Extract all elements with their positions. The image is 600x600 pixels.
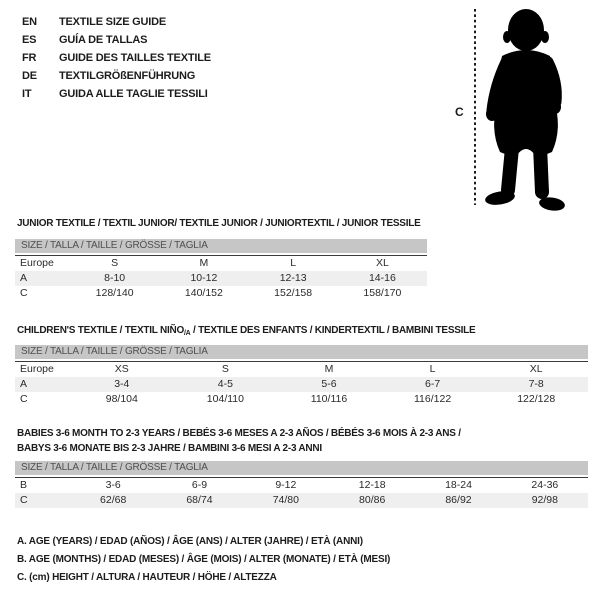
height-cell: 62/68 xyxy=(100,494,127,506)
months-cell: 3-6 xyxy=(105,479,121,491)
size-cell: XL xyxy=(529,363,543,375)
language-row-fr xyxy=(22,49,211,67)
age-cell: 10-12 xyxy=(190,272,218,284)
table-row-europe xyxy=(15,362,588,377)
language-row-en xyxy=(22,13,211,31)
note-height-cm: C. (cm) HEIGHT / ALTURA / HAUTEUR / HÖHE / ALTEZZA xyxy=(17,572,277,583)
table-row-height xyxy=(15,493,588,508)
language-code: FR xyxy=(22,52,37,64)
table-row-europe xyxy=(15,256,427,271)
language-label: TEXTILGRÖßENFÜHRUNG xyxy=(59,70,196,82)
height-cell: 74/80 xyxy=(272,494,299,506)
height-cell: 92/98 xyxy=(531,494,558,506)
note-age-years: A. AGE (YEARS) / EDAD (AÑOS) / ÂGE (ANS) / ALTER (JAHRE) / ETÀ (ANNI) xyxy=(17,536,363,547)
toddler-silhouette-icon xyxy=(452,4,574,214)
row-label: C xyxy=(20,494,28,506)
age-cell: 6-7 xyxy=(425,378,441,390)
months-cell: 24-36 xyxy=(531,479,559,491)
junior-table xyxy=(15,239,427,301)
table-row-months xyxy=(15,478,588,493)
row-label: C xyxy=(20,393,28,405)
row-label: C xyxy=(20,287,28,299)
height-cell: 152/158 xyxy=(274,287,313,299)
height-cell: 122/128 xyxy=(517,393,556,405)
height-cell: 86/92 xyxy=(445,494,472,506)
height-label-c: C xyxy=(455,105,464,119)
language-label: GUIDE DES TAILLES TEXTILE xyxy=(59,52,211,64)
children-table-title xyxy=(17,323,475,339)
months-cell: 18-24 xyxy=(445,479,472,491)
size-header: SIZE / TALLA / TAILLE / GRÖSSE / TAGLIA xyxy=(15,239,427,253)
table-row-height xyxy=(15,286,427,301)
height-cell: 140/152 xyxy=(184,287,223,299)
row-label: A xyxy=(20,272,28,284)
size-cell: S xyxy=(221,363,229,375)
language-label: GUÍA DE TALLAS xyxy=(59,34,148,46)
language-code: EN xyxy=(22,16,37,28)
age-cell: 5-6 xyxy=(321,378,337,390)
months-cell: 9-12 xyxy=(275,479,297,491)
months-cell: 6-9 xyxy=(191,479,208,491)
row-label: A xyxy=(20,378,28,390)
babies-table-title-line1: BABIES 3-6 MONTH TO 2-3 YEARS / BEBÉS 3-6 MESES A 2-3 AÑOS / BÉBÉS 3-6 MOIS À 2-3 ANS / xyxy=(17,428,461,439)
size-cell: S xyxy=(111,257,119,269)
table-row-age xyxy=(15,271,427,286)
height-cell: 128/140 xyxy=(95,287,134,299)
row-label: B xyxy=(20,479,28,491)
age-cell: 14-16 xyxy=(368,272,396,284)
size-cell: L xyxy=(290,257,297,269)
size-cell: XS xyxy=(114,363,129,375)
height-cell: 158/170 xyxy=(363,287,402,299)
babies-table xyxy=(15,461,588,508)
toddler-body xyxy=(484,9,566,212)
note-age-months: B. AGE (MONTHS) / EDAD (MESES) / ÂGE (MOIS) / ALTER (MONATE) / ETÀ (MESI) xyxy=(17,554,391,565)
language-code: DE xyxy=(22,70,37,82)
row-label: Europe xyxy=(20,363,54,375)
title-text: CHILDREN'S TEXTILE / TEXTIL NIÑO xyxy=(17,325,184,336)
table-row-height xyxy=(15,392,588,407)
junior-table-rows xyxy=(15,255,427,301)
title-text: / TEXTILE DES ENFANTS / KINDERTEXTIL / BAMBINI TESSILE xyxy=(190,325,476,336)
age-cell: 8-10 xyxy=(104,272,126,284)
age-cell: 7-8 xyxy=(528,378,544,390)
height-cell: 80/86 xyxy=(359,494,386,506)
row-label: Europe xyxy=(20,257,54,269)
language-row-es xyxy=(22,31,211,49)
table-row-age xyxy=(15,377,588,392)
size-header: SIZE / TALLA / TAILLE / GRÖSSE / TAGLIA xyxy=(15,461,588,475)
size-header: SIZE / TALLA / TAILLE / GRÖSSE / TAGLIA xyxy=(15,345,588,359)
language-label: GUIDA ALLE TAGLIE TESSILI xyxy=(59,88,208,100)
size-cell: M xyxy=(199,257,209,269)
height-cell: 116/122 xyxy=(414,393,452,405)
age-cell: 3-4 xyxy=(114,378,130,390)
age-cell: 12-13 xyxy=(279,272,307,284)
language-row-de xyxy=(22,67,211,85)
height-cell: 98/104 xyxy=(105,393,138,405)
legend-notes xyxy=(17,533,390,587)
language-code: ES xyxy=(22,34,37,46)
height-cell: 68/74 xyxy=(186,494,213,506)
age-cell: 4-5 xyxy=(217,378,233,390)
months-cell: 12-18 xyxy=(358,479,386,491)
children-table xyxy=(15,345,588,407)
language-label: TEXTILE SIZE GUIDE xyxy=(59,16,167,28)
size-cell: M xyxy=(324,363,334,375)
height-cell: 104/110 xyxy=(206,393,244,405)
language-code: IT xyxy=(22,88,32,100)
junior-table-title: JUNIOR TEXTILE / TEXTIL JUNIOR/ TEXTILE JUNIOR / JUNIORTEXTIL / JUNIOR TESSILE xyxy=(17,218,421,229)
babies-table-rows xyxy=(15,477,588,508)
language-list xyxy=(22,13,211,103)
language-row-it xyxy=(22,85,211,103)
babies-table-title-line2: BABYS 3-6 MONATE BIS 2-3 JAHRE / BAMBINI 3-6 MESI A 2-3 ANNI xyxy=(17,443,322,454)
title-subscript: /A xyxy=(183,330,191,337)
size-cell: L xyxy=(429,363,436,375)
children-table-rows xyxy=(15,361,588,407)
height-measure-figure xyxy=(452,4,574,214)
height-cell: 110/116 xyxy=(310,393,348,405)
size-cell: XL xyxy=(375,257,389,269)
